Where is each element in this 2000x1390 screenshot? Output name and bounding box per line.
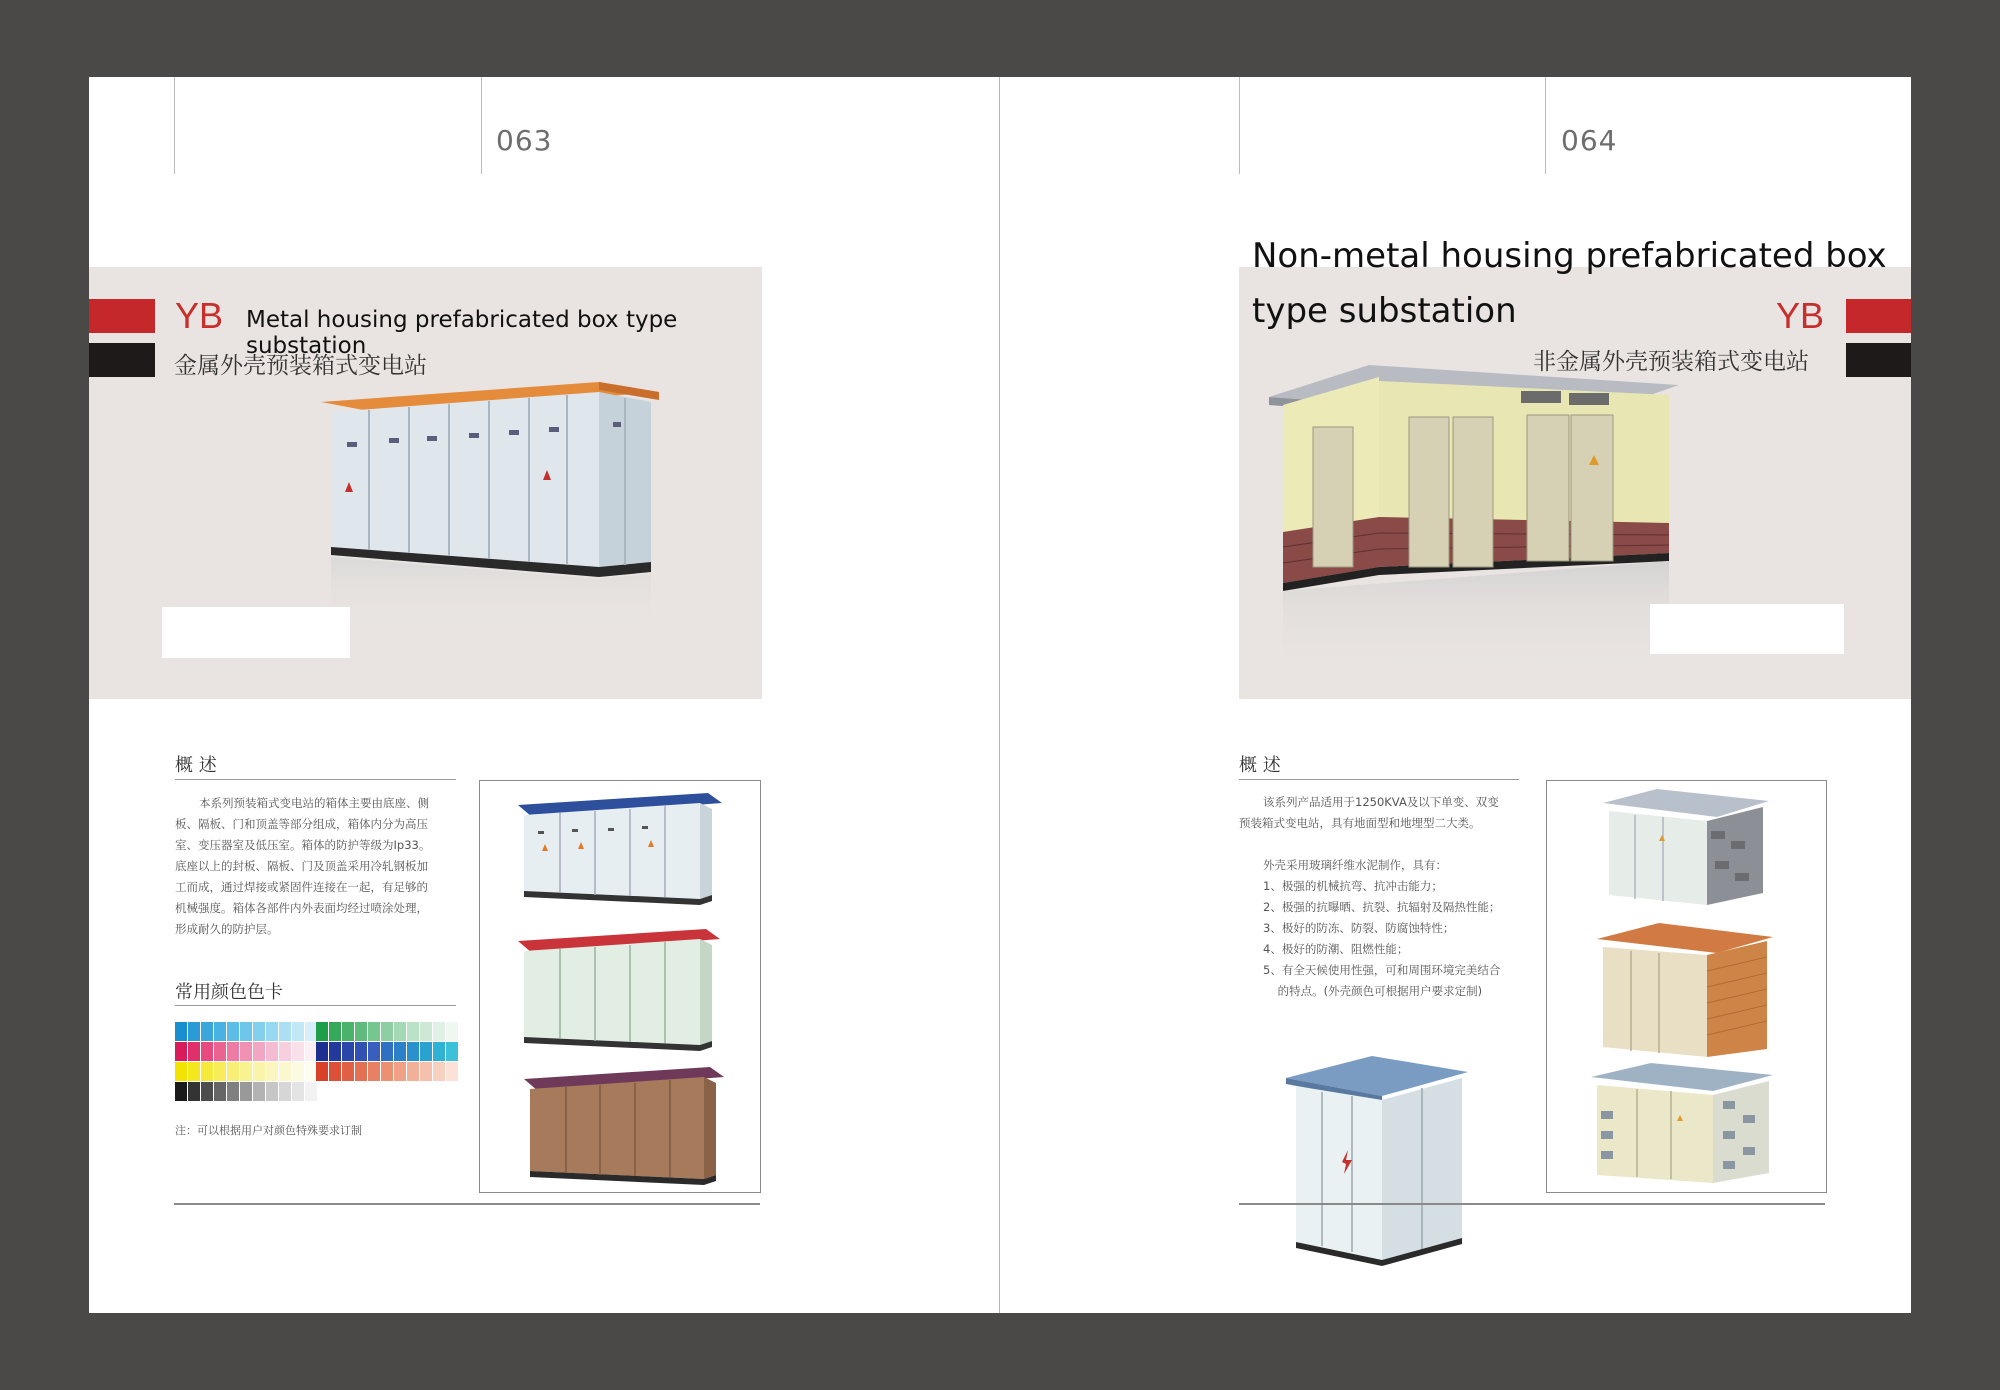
color-card-rule <box>175 1005 456 1006</box>
color-swatch <box>292 1062 304 1081</box>
color-swatch <box>214 1022 226 1041</box>
color-swatch <box>201 1022 213 1041</box>
color-swatch <box>292 1022 304 1041</box>
overview-line: 5、有全天候使用性强，可和周围环境完美结合 <box>1263 963 1501 977</box>
color-swatch <box>381 1042 393 1061</box>
color-swatch <box>407 1022 419 1041</box>
overview-line: 3、极好的防冻、防裂、防腐蚀特性； <box>1263 921 1455 935</box>
title-en-line: type substation <box>1252 291 1517 331</box>
color-swatch <box>316 1042 328 1061</box>
color-swatch <box>201 1042 213 1061</box>
page-bottom-rule <box>1239 1203 1825 1205</box>
color-swatch <box>279 1062 291 1081</box>
color-swatch <box>240 1082 252 1101</box>
page-number: 063 <box>496 124 553 157</box>
overview-line: 工而成，通过焊接或紧固件连接在一起，有足够的 <box>175 880 428 894</box>
header-rule-left <box>174 77 175 174</box>
color-swatches-right <box>316 1022 458 1081</box>
color-swatch <box>316 1022 328 1041</box>
caption-box <box>162 607 350 658</box>
right-page <box>1000 77 1911 1313</box>
color-swatch <box>316 1062 328 1081</box>
color-swatch <box>214 1042 226 1061</box>
color-swatch <box>227 1042 239 1061</box>
color-swatch <box>329 1062 341 1081</box>
black-bar <box>89 343 155 377</box>
color-swatch <box>214 1062 226 1081</box>
left-page <box>89 77 999 1313</box>
color-swatch <box>214 1082 226 1101</box>
style-variants-frame <box>1546 780 1827 1193</box>
overview-line: 形成耐久的防护层。 <box>175 922 279 936</box>
color-swatch <box>407 1062 419 1081</box>
color-swatch <box>381 1062 393 1081</box>
color-swatch <box>446 1022 458 1041</box>
color-swatch <box>355 1062 367 1081</box>
header-rule-left <box>1239 77 1240 174</box>
page-bottom-rule <box>174 1203 760 1205</box>
overview-line: 该系列产品适用于1250KVA及以下单变、双变 <box>1263 795 1499 809</box>
color-swatch <box>279 1022 291 1041</box>
title-en-line: Non-metal housing prefabricated box <box>1252 236 1887 276</box>
color-swatch <box>394 1062 406 1081</box>
color-swatch <box>342 1022 354 1041</box>
color-swatch <box>329 1042 341 1061</box>
overview-text <box>175 793 465 940</box>
color-swatch <box>446 1042 458 1061</box>
header-rule-right <box>481 77 482 174</box>
product-code: YB <box>1776 295 1825 336</box>
overview-rule <box>175 779 456 780</box>
color-swatch <box>355 1042 367 1061</box>
style-variants-image <box>1547 781 1826 1192</box>
color-swatch <box>433 1042 445 1061</box>
color-swatch <box>292 1042 304 1061</box>
color-swatch <box>253 1022 265 1041</box>
overview-line <box>1239 834 1539 855</box>
color-swatches-left <box>175 1022 317 1101</box>
title-en <box>1252 229 1887 339</box>
color-swatch <box>342 1042 354 1061</box>
color-swatch <box>342 1062 354 1081</box>
overview-line: 1、极强的机械抗弯、抗冲击能力； <box>1263 879 1443 893</box>
color-swatch <box>227 1062 239 1081</box>
metal-substation-image <box>309 362 729 642</box>
color-swatch <box>420 1042 432 1061</box>
product-banner <box>89 267 762 699</box>
overview-line: 外壳采用玻璃纤维水泥制作，具有： <box>1263 858 1447 872</box>
overview-line: 的特点。(外壳颜色可根据用户要求定制) <box>1263 984 1483 998</box>
color-swatch <box>188 1022 200 1041</box>
color-swatch <box>266 1042 278 1061</box>
overview-line: 机械强度。箱体各部件内外表面均经过喷涂处理， <box>175 901 428 915</box>
overview-line: 室、变压器室及低压室。箱体的防护等级为Ip33。 <box>175 838 431 852</box>
color-swatch <box>292 1082 304 1101</box>
color-swatch <box>188 1062 200 1081</box>
overview-line: 本系列预装箱式变电站的箱体主要由底座、侧 <box>199 796 429 810</box>
color-swatch <box>420 1062 432 1081</box>
color-swatch <box>188 1042 200 1061</box>
color-swatch <box>433 1062 445 1081</box>
color-swatch <box>240 1022 252 1041</box>
overview-text <box>1239 792 1539 1002</box>
color-swatch <box>240 1042 252 1061</box>
color-swatch <box>305 1082 317 1101</box>
color-swatch <box>240 1062 252 1081</box>
color-swatch <box>420 1022 432 1041</box>
color-swatch <box>279 1042 291 1061</box>
overview-line: 4、极好的防潮、阻燃性能； <box>1263 942 1409 956</box>
color-swatch <box>253 1062 265 1081</box>
red-bar <box>89 299 155 333</box>
color-swatch <box>175 1042 187 1061</box>
overview-line: 2、极强的抗曝晒、抗裂、抗辐射及隔热性能； <box>1263 900 1501 914</box>
color-swatch <box>368 1042 380 1061</box>
color-swatch <box>394 1042 406 1061</box>
overview-line: 板、隔板、门和顶盖等部分组成，箱体内分为高压 <box>175 817 428 831</box>
black-bar <box>1846 343 1911 377</box>
color-swatch <box>175 1062 187 1081</box>
overview-heading: 概 述 <box>1239 755 1281 776</box>
color-swatch <box>227 1082 239 1101</box>
color-card-heading: 常用颜色色卡 <box>175 982 283 1003</box>
title-en: Metal housing prefabricated box type substation <box>246 307 678 359</box>
color-swatch <box>253 1082 265 1101</box>
color-variants-image <box>480 781 760 1192</box>
single-door-substation-image <box>1282 1042 1482 1272</box>
overview-line: 预装箱式变电站，具有地面型和地埋型二大类。 <box>1239 816 1481 830</box>
color-swatch <box>446 1062 458 1081</box>
overview-line: 底座以上的封板、隔板、门及顶盖采用冷轧钢板加 <box>175 859 428 873</box>
color-swatch <box>175 1022 187 1041</box>
color-variants-frame <box>479 780 761 1193</box>
color-swatch <box>381 1022 393 1041</box>
color-swatch <box>407 1042 419 1061</box>
color-swatch <box>433 1022 445 1041</box>
color-swatch <box>355 1022 367 1041</box>
color-note: 注：可以根据用户对颜色特殊要求订制 <box>175 1124 362 1137</box>
title-zh: 金属外壳预装箱式变电站 <box>174 353 427 379</box>
color-swatch <box>368 1022 380 1041</box>
color-swatch <box>266 1022 278 1041</box>
overview-rule <box>1239 779 1519 780</box>
color-swatch <box>201 1082 213 1101</box>
nonmetal-substation-image <box>1269 357 1709 677</box>
color-swatch <box>227 1022 239 1041</box>
header-rule-right <box>1545 77 1546 174</box>
color-swatch <box>201 1062 213 1081</box>
title-zh: 非金属外壳预装箱式变电站 <box>1533 349 1809 375</box>
color-swatch <box>266 1082 278 1101</box>
page-number: 064 <box>1561 124 1618 157</box>
color-swatch <box>266 1062 278 1081</box>
color-swatch <box>329 1022 341 1041</box>
color-swatch <box>253 1042 265 1061</box>
color-swatch <box>394 1022 406 1041</box>
caption-box <box>1650 604 1844 654</box>
color-swatch <box>188 1082 200 1101</box>
overview-heading: 概 述 <box>175 755 217 776</box>
product-code: YB <box>175 295 224 336</box>
color-swatch <box>368 1062 380 1081</box>
color-swatch <box>279 1082 291 1101</box>
color-swatch <box>175 1082 187 1101</box>
